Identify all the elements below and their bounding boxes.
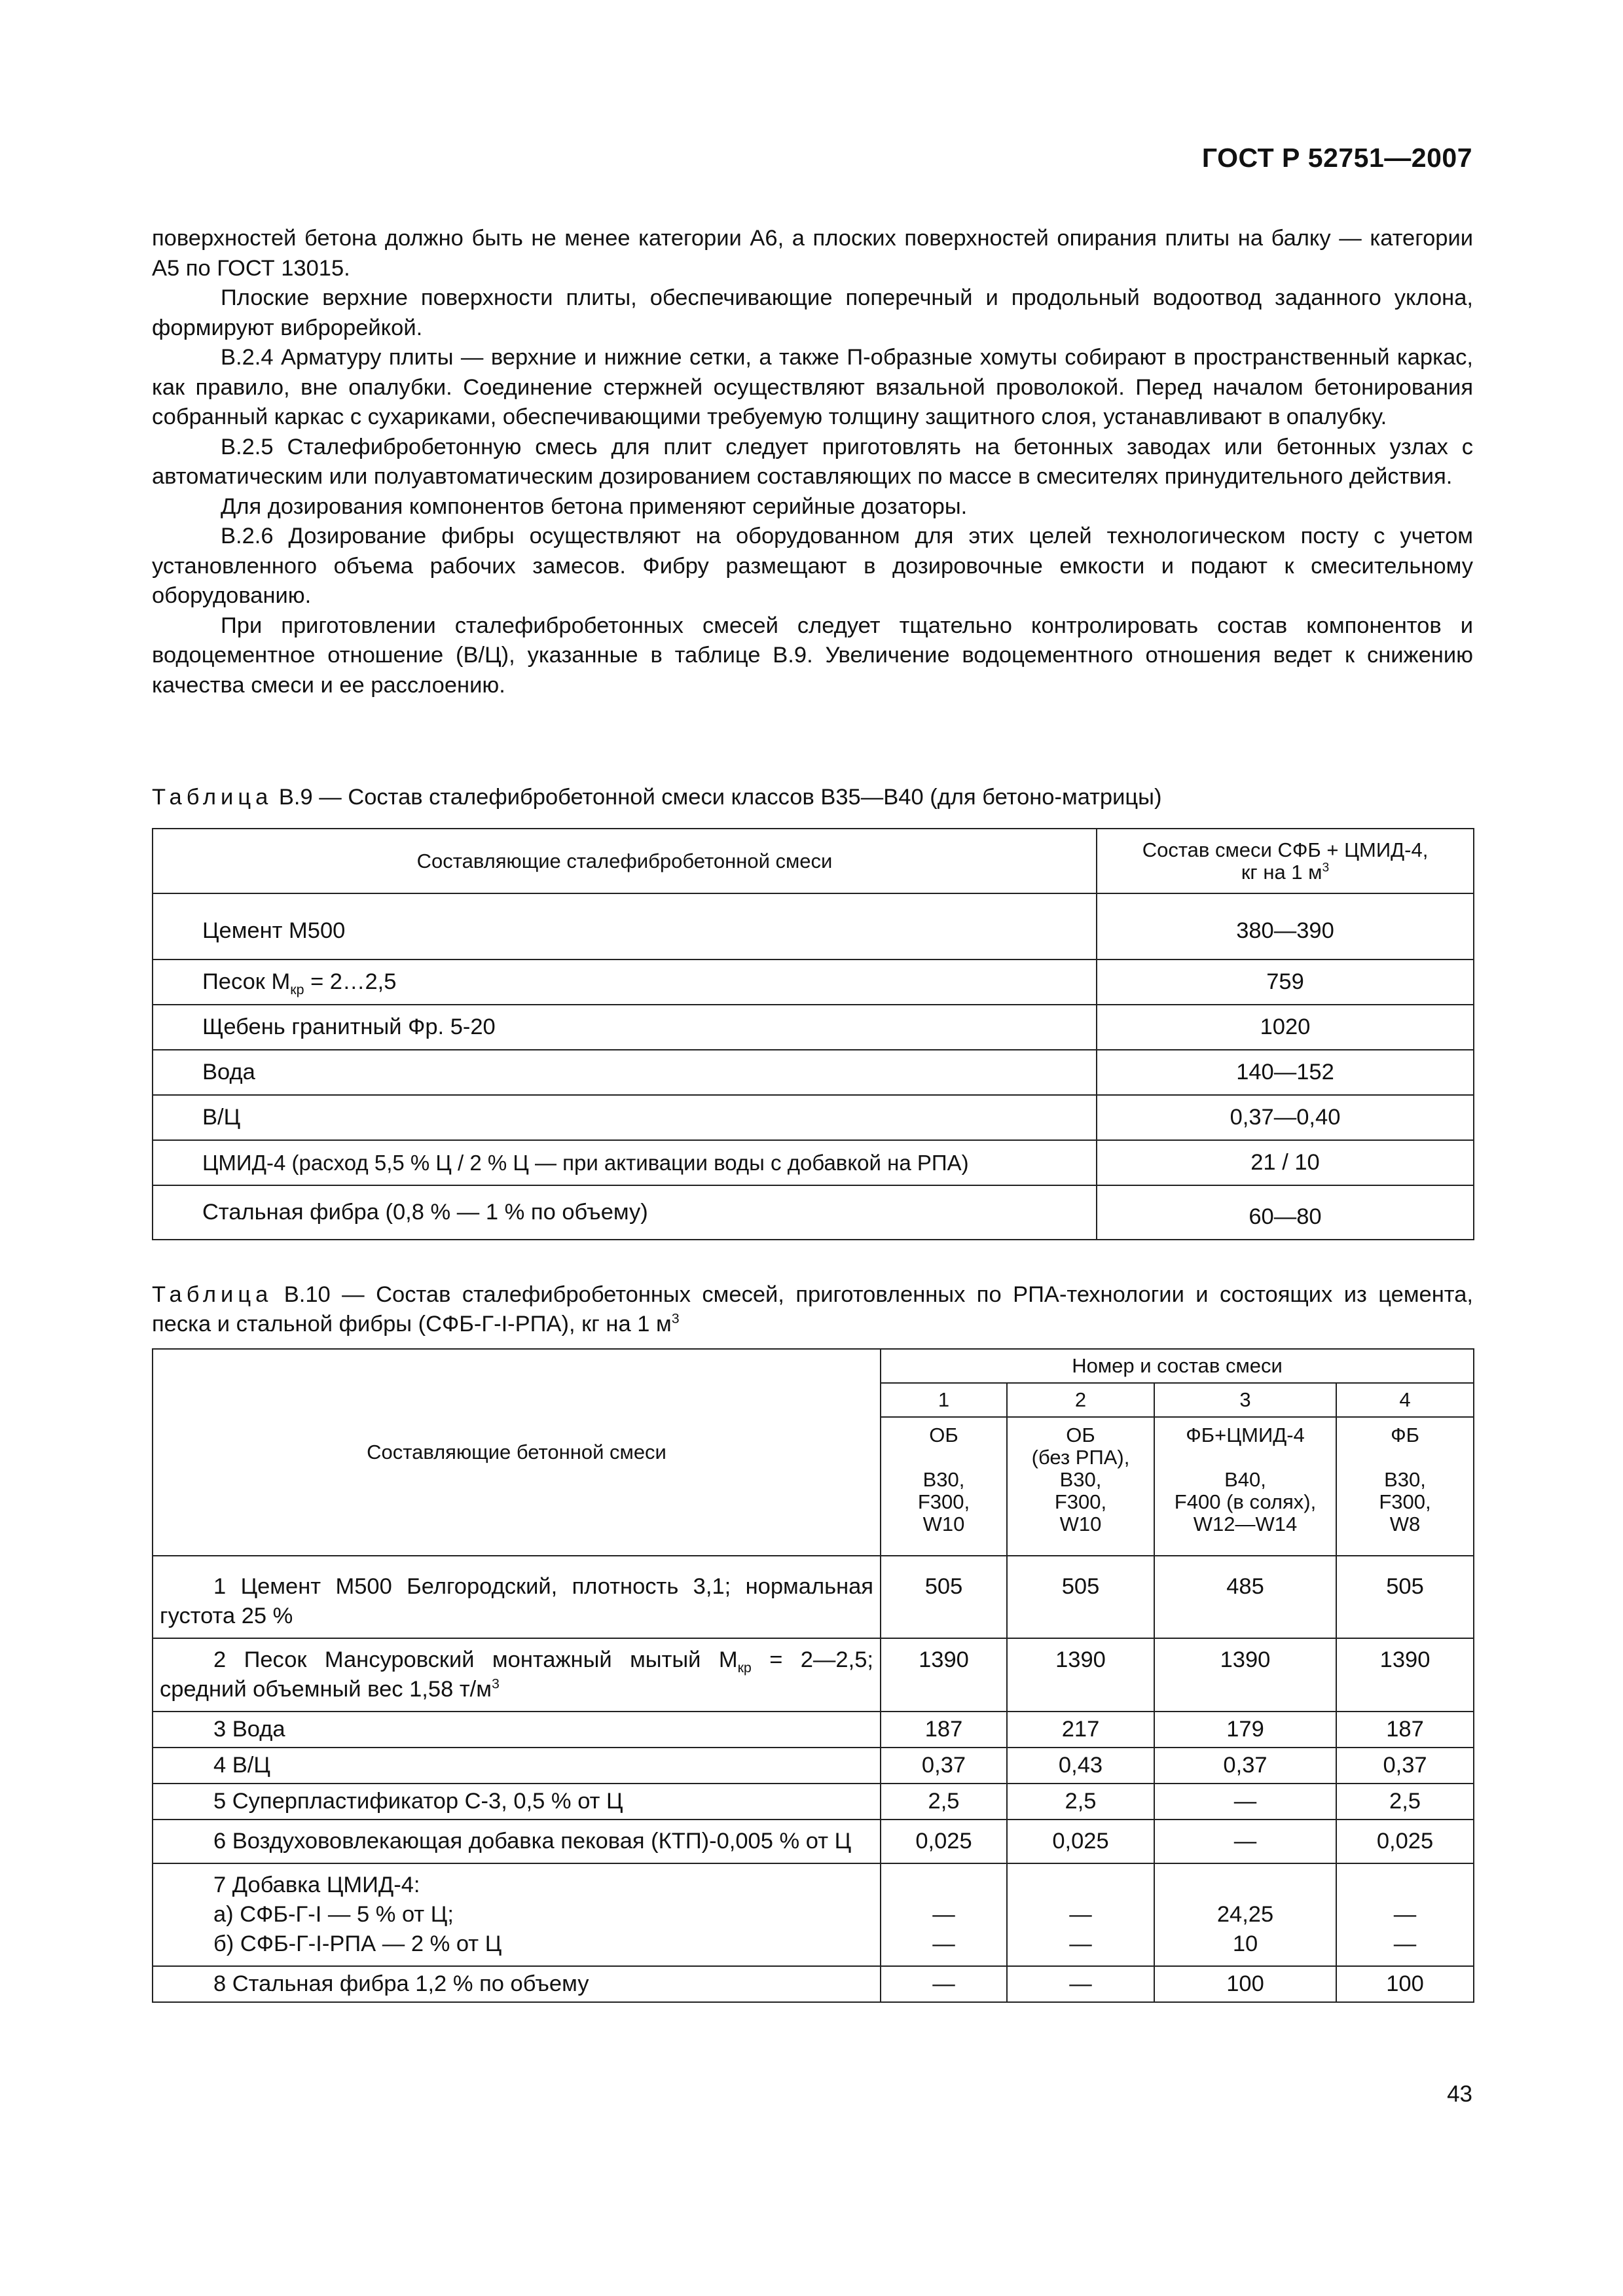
table-cell xyxy=(153,960,1097,1005)
mix-class: В30, xyxy=(1059,1468,1102,1491)
cell-text: б) СФБ-Г-I-РПА — 2 % от Ц xyxy=(213,1931,502,1956)
cell-value: — xyxy=(1393,1931,1417,1956)
table-cell: Вода xyxy=(153,1050,1097,1095)
table-cell: 0,025 xyxy=(1007,1820,1154,1863)
table-row xyxy=(153,1784,1474,1820)
table-cell: 0,43 xyxy=(1007,1748,1154,1784)
table-cell xyxy=(153,1820,881,1863)
column-header: Составляющие сталефибробетонной смеси xyxy=(153,829,1097,893)
table-cell: 187 xyxy=(1336,1712,1474,1748)
cell-text-part: 2 Песок Мансуровский монтажный мытый М xyxy=(213,1647,738,1672)
mix-type: ФБ xyxy=(1391,1424,1419,1446)
table-row xyxy=(153,1863,1474,1966)
table-cell: 1390 xyxy=(881,1638,1007,1712)
table-cell: 179 xyxy=(1154,1712,1336,1748)
table-cell: 140—152 xyxy=(1097,1050,1474,1095)
table-cell xyxy=(1154,1863,1336,1966)
table-cell: 0,37—0,40 xyxy=(1097,1095,1474,1140)
table-cell: — xyxy=(1007,1966,1154,2002)
mix-type: ОБ xyxy=(929,1424,958,1446)
table-cell: — xyxy=(1154,1820,1336,1863)
paragraph: Плоские верхние поверхности плиты, обеспечивающие поперечный и продольный водоотвод заданного уклона, формируют виброрейкой. xyxy=(152,285,1473,340)
table-cell xyxy=(153,1863,881,1966)
page-number: 43 xyxy=(1447,2081,1472,2107)
cell-text xyxy=(160,1645,873,1704)
mix-spec xyxy=(1336,1417,1474,1556)
mix-water: W10 xyxy=(1059,1513,1102,1535)
mix-spec xyxy=(1154,1417,1336,1556)
table-cell: 0,025 xyxy=(881,1820,1007,1863)
mix-type: ФБ+ЦМИД-4 xyxy=(1186,1424,1305,1446)
column-group-header: Номер и состав смеси xyxy=(881,1349,1474,1383)
table-cell: Щебень гранитный Фр. 5-20 xyxy=(153,1005,1097,1050)
paragraph: поверхностей бетона должно быть не менее категории А6, а плоских поверхностей опирания плиты на балку — категории А5 по ГОСТ 13015. xyxy=(152,226,1473,281)
mix-spec xyxy=(881,1417,1007,1556)
table-row xyxy=(153,1820,1474,1863)
mix-number: 4 xyxy=(1336,1383,1474,1417)
table-row xyxy=(153,1556,1474,1638)
mix-type: ОБ xyxy=(1066,1424,1095,1446)
table-cell: 1390 xyxy=(1007,1638,1154,1712)
cell-value: 24,25 xyxy=(1216,1902,1274,1927)
cell-text: = 2…2,5 xyxy=(304,969,397,994)
superscript: 3 xyxy=(671,1310,680,1327)
table-row xyxy=(153,1050,1474,1095)
mix-spec xyxy=(1007,1417,1154,1556)
paragraph: В.2.4 Арматуру плиты — верхние и нижние сетки, а также П-образные хомуты собирают в пространственный каркас, как правило, вне опалубки. Соединение стержней осуществляют вязальной проволокой. Перед началом бетонирования собранный каркас с сухариками, обеспечивающими требуемую толщину защитного слоя, устанавливают в опалубку. xyxy=(152,345,1473,429)
table-cell xyxy=(153,1638,881,1712)
table-row xyxy=(153,1638,1474,1712)
cell-text: а) СФБ-Г-I — 5 % от Ц; xyxy=(213,1902,454,1927)
table-cell: 380—390 xyxy=(1097,893,1474,960)
column-header: Составляющие бетонной смеси xyxy=(153,1349,881,1556)
mix-water: W10 xyxy=(922,1513,965,1535)
document-header: ГОСТ Р 52751—2007 xyxy=(1201,143,1472,173)
mix-class: В40, xyxy=(1224,1468,1266,1491)
cell-text: 4 В/Ц xyxy=(213,1753,270,1778)
cell-text: 5 Суперпластификатор С-3, 0,5 % от Ц xyxy=(213,1789,623,1814)
caption-text: В.9 — Состав сталефибробетонной смеси классов В35—В40 (для бетоно-матрицы) xyxy=(272,785,1162,810)
table-cell: Цемент М500 xyxy=(153,893,1097,960)
table-cell: 1390 xyxy=(1336,1638,1474,1712)
table-cell: Стальная фибра (0,8 % — 1 % по объему) xyxy=(153,1185,1097,1240)
table-cell: 60—80 xyxy=(1097,1185,1474,1240)
caption-label: Таблица xyxy=(152,1282,273,1307)
table-cell: 2,5 xyxy=(1007,1784,1154,1820)
mix-frost: F300, xyxy=(1379,1490,1431,1513)
mix-note: (без РПА), xyxy=(1031,1446,1130,1469)
table-cell xyxy=(1336,1863,1474,1966)
table-cell: 505 xyxy=(881,1556,1007,1638)
table-cell: 21 / 10 xyxy=(1097,1140,1474,1185)
table-header-row xyxy=(153,829,1474,893)
mix-frost: F300, xyxy=(1054,1490,1107,1513)
cell-text: 6 Воздухововлекающая добавка пековая (КТП)-0,005 % от Ц xyxy=(213,1829,852,1854)
column-header xyxy=(1097,829,1474,893)
table-cell: 485 xyxy=(1154,1556,1336,1638)
table-cell: 0,37 xyxy=(1154,1748,1336,1784)
table-b10 xyxy=(152,1348,1474,2003)
table-cell xyxy=(881,1863,1007,1966)
table-cell: ЦМИД-4 (расход 5,5 % Ц / 2 % Ц — при активации воды с добавкой на РПА) xyxy=(153,1140,1097,1185)
paragraph: В.2.5 Сталефибробетонную смесь для плит следует приготовлять на бетонных заводах или бетонных узлах с автоматическим или полуавтоматическим дозированием составляющих по массе в смесителях принудительного действия. xyxy=(152,434,1473,489)
mix-frost: F400 (в солях), xyxy=(1174,1490,1317,1513)
cell-value: — xyxy=(1069,1931,1092,1956)
mix-number: 3 xyxy=(1154,1383,1336,1417)
table-cell xyxy=(153,1556,881,1638)
table-cell: 0,37 xyxy=(881,1748,1007,1784)
table-cell: 0,025 xyxy=(1336,1820,1474,1863)
table-row xyxy=(153,893,1474,960)
superscript: 3 xyxy=(1322,861,1330,875)
cell-text: 3 Вода xyxy=(213,1717,285,1742)
table-b10-caption xyxy=(152,1280,1473,1339)
superscript: 3 xyxy=(491,1676,500,1692)
table-row xyxy=(153,1005,1474,1050)
mix-class: В30, xyxy=(922,1468,965,1491)
mix-frost: F300, xyxy=(917,1490,970,1513)
cell-text-part: = 2—2,5; средний объемный вес 1,58 т/м xyxy=(160,1647,873,1702)
table-cell: 100 xyxy=(1154,1966,1336,2002)
caption-label: Таблица xyxy=(152,785,273,810)
table-b9-caption xyxy=(152,783,1473,812)
header-line: кг на 1 м xyxy=(1241,860,1322,884)
mix-number: 1 xyxy=(881,1383,1007,1417)
table-cell: 1390 xyxy=(1154,1638,1336,1712)
table-cell: 2,5 xyxy=(1336,1784,1474,1820)
table-cell xyxy=(1007,1863,1154,1966)
cell-text: Песок М xyxy=(202,969,291,994)
cell-value: — xyxy=(1069,1902,1092,1927)
cell-text: 7 Добавка ЦМИД-4: xyxy=(213,1873,420,1897)
table-b9 xyxy=(152,828,1474,1240)
cell-value: — xyxy=(1393,1902,1417,1927)
table-row xyxy=(153,1185,1474,1240)
table-cell xyxy=(153,1712,881,1748)
table-cell: 100 xyxy=(1336,1966,1474,2002)
subscript: кр xyxy=(737,1659,752,1676)
table-cell: 759 xyxy=(1097,960,1474,1005)
table-row xyxy=(153,1095,1474,1140)
header-line: Состав смеси СФБ + ЦМИД-4, xyxy=(1142,838,1429,861)
table-cell: В/Ц xyxy=(153,1095,1097,1140)
table-cell: 2,5 xyxy=(881,1784,1007,1820)
table-cell: 187 xyxy=(881,1712,1007,1748)
table-header-row xyxy=(153,1349,1474,1383)
table-row xyxy=(153,1140,1474,1185)
mix-water: W8 xyxy=(1389,1513,1421,1535)
mix-class: В30, xyxy=(1384,1468,1426,1491)
table-row xyxy=(153,1966,1474,2002)
cell-value: — xyxy=(932,1902,955,1927)
mix-water: W12—W14 xyxy=(1193,1513,1298,1535)
table-cell xyxy=(153,1966,881,2002)
body-text xyxy=(152,224,1473,700)
subscript: кр xyxy=(290,981,304,997)
paragraph: При приготовлении сталефибробетонных смесей следует тщательно контролировать состав компонентов и водоцементное отношение (В/Ц), указанные в таблице В.9. Увеличение водоцементного отношения ведет к снижению качества смеси и ее расслоению. xyxy=(152,613,1473,698)
table-cell: 1020 xyxy=(1097,1005,1474,1050)
table-row xyxy=(153,960,1474,1005)
table-cell xyxy=(153,1748,881,1784)
mix-number: 2 xyxy=(1007,1383,1154,1417)
table-cell: 0,37 xyxy=(1336,1748,1474,1784)
caption-text: В.10 — Состав сталефибробетонных смесей, приготовленных по РПА-технологии и состоящих из цемента, песка и стальной фибры (СФБ-Г-I-РПА), кг на 1 м xyxy=(152,1282,1473,1336)
table-cell: 505 xyxy=(1336,1556,1474,1638)
cell-value: 10 xyxy=(1232,1931,1258,1956)
cell-value: — xyxy=(932,1931,955,1956)
cell-text: 8 Стальная фибра 1,2 % по объему xyxy=(213,1971,589,1996)
table-cell: — xyxy=(1154,1784,1336,1820)
cell-text: 1 Цемент М500 Белгородский, плотность 3,1; нормальная густота 25 % xyxy=(160,1574,873,1628)
table-cell xyxy=(153,1784,881,1820)
table-row xyxy=(153,1748,1474,1784)
paragraph: Для дозирования компонентов бетона применяют серийные дозаторы. xyxy=(221,493,968,519)
table-cell: 505 xyxy=(1007,1556,1154,1638)
table-row xyxy=(153,1712,1474,1748)
table-cell: — xyxy=(881,1966,1007,2002)
table-cell: 217 xyxy=(1007,1712,1154,1748)
paragraph: В.2.6 Дозирование фибры осуществляют на оборудованном для этих целей технологическом посту с учетом установленного объема рабочих замесов. Фибру размещают в дозировочные емкости и подают к смесительному оборудованию. xyxy=(152,524,1473,608)
